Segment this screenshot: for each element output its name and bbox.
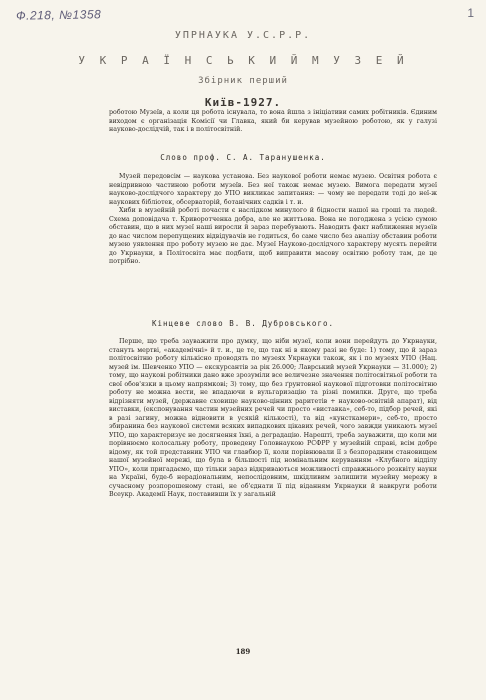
corner-page-mark: 1 — [467, 6, 474, 20]
header-museum-title: У К Р А Ї Н С Ь К И Й М У З Е Й — [78, 54, 408, 67]
section-dubrovsky-body — [109, 338, 437, 500]
paragraph: Хиби в музейній роботі почасти є наслідком минулого й бідности нашої на гроші та людей. Схема доповідача т. Криворотченка добра, але не життьова. Вона не погоджена з усією сумою обставин, що в них музеї наші виросли й зараз перебувають. Наводить факт наближення музеїв до нас числом перепущених відвідувачів не годиться, бо саме число без аналізу обставин роботи музею уявлення про роботу музею не дає. Музеї Науково-дослідчого характеру мусять перейти до Укрнауки, в Політосвіта має подбати, щоб виправити масову освітню роботу там, де це потрібно. — [109, 207, 437, 265]
header-collection: Збірник перший — [198, 76, 288, 86]
header-place-year: Київ-1927. — [204, 96, 282, 109]
paragraph: Музей передовсім — наукова установа. Без наукової роботи немає музею. Освітня робота є невідривною частиною роботи музеїв. Без неї також немає музею. Вимога передати музеї науково-дослідчого характеру до УПО викликає запитання: — чому не передати тоді до неї-ж наукових бібліотек, обсерваторій, ботанічних садків і т. и. — [109, 173, 437, 206]
section-taranushenko-body — [109, 173, 437, 267]
intro-paragraph: роботою Музеїв, а коли ця робота існувала, то вона йшла з ініціативи самих робітників. Єдиним виходом є організація Комісії чи Главка, який би керував музейною роботою, як у галузі науково-дослідчій, так і в політосвітній. — [109, 109, 437, 133]
intro-paragraph-block — [109, 109, 437, 135]
section-heading-taranushenko: Слово проф. С. А. Таранушенка. — [160, 153, 326, 162]
section-heading-dubrovsky: Кінцеве слово В. В. Дубровського. — [151, 319, 334, 328]
paragraph: Перше, що треба зауважити про думку, що ніби музеї, коли вони перейдуть до Укрнауки, стануть мертві, «академічні» й т. и., це те, що так ні в якому разі не буде: 1) тому, що й зараз політосвітню роботу кількісно проводять по музеях Укрнауки також, як і по музеях УПО (Нац. музей ім. Шевченко УПО — екскурсантів за рік 26.000; Лаврський музей Укрнауки — 31.000); 2) тому, що наукові робітники дано вже зрозуміли все величезне значення політосвітньої роботи та свої обов'язки в цьому напрямкові; 3) тому, що без ґрунтовної наукової підготовки політосвітню роботу не можна вести, не впадаючи в вульгаризацію та різні помилки. Друге, що треба відрізняти музей, (державне сховище науково-цінних раритетів + науково-освітній апарат), від виставки, (експонування частин музейних речей чи просто «виставка», себ-то, підбор речей, які в разі загину, можна відновити в усякій кількості), та від «кунсткамери», себ-то, просто збиранина без наукової системи всяких випадкових цікавих речей, чого завжди уникають музеї УПО, що характеризує не досягнення їхні, а деградацію. Нарешті, треба зауважити, що коли ми порівнюємо колосальну роботу, проведену Головнаукою РСФРР у музейній справі, всім добре відому, як той представник УПО чи главбюр її, коли порівнювали її з безпорадним становищем нашої музейної мережі, що була в більшості під номінальним керуванням «Клубного відділу УПО», коли пригадаємо, що тільки зараз відкриваються можливості справжнього розквіту науки на Україні, буде-б нерадіональним, непослідовним, шкідливим залишити музейну мережу в сучасному розпорошеному стані, не об'єднати її під віданням Укрнауки й навкруги роботи Всеукр. Академії Наук, поставивши їх у загальній — [109, 338, 437, 498]
header-organization: УПРНАУКА У.С.Р.Р. — [174, 30, 312, 41]
page-number: 189 — [235, 647, 251, 656]
archive-handwritten-mark: Ф.218, №1358 — [15, 7, 102, 23]
